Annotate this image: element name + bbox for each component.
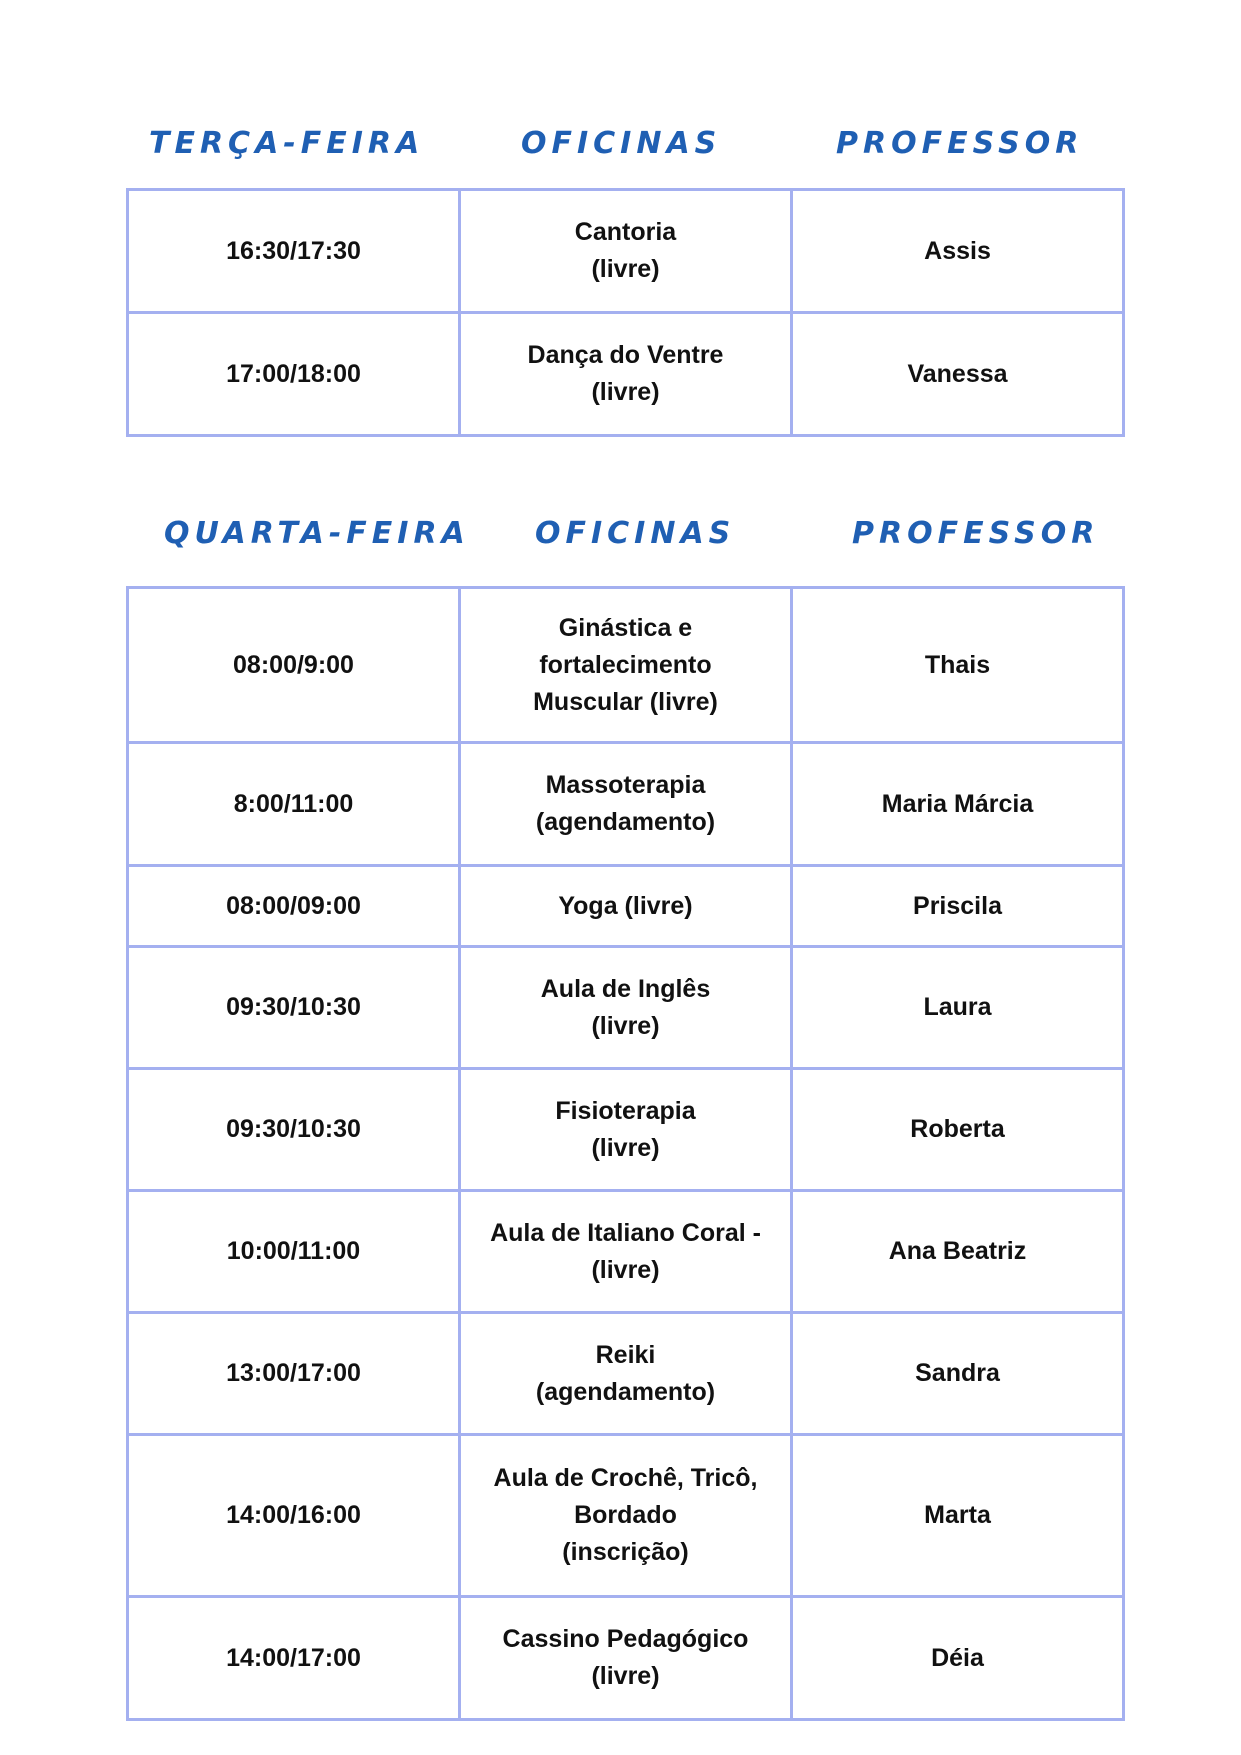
workshop-cell [460,1435,792,1597]
workshop-line: Dança do Ventre [527,341,724,369]
teacher-cell: Maria Márcia [792,743,1124,866]
teacher-cell: Priscila [792,866,1124,947]
teacher-header: PROFESSOR [852,516,1100,551]
workshop-cell [460,1313,792,1435]
workshop-line: Muscular (livre) [533,687,718,716]
workshop-line: Fisioterapia [555,1096,696,1125]
time-cell: 16:30/17:30 [128,190,460,313]
time-cell: 10:00/11:00 [128,1191,460,1313]
workshop-line: Cantoria [574,218,677,246]
table-row [128,947,1124,1069]
teacher-cell: Marta [792,1435,1124,1597]
workshop-line: (livre) [591,255,660,283]
teacher-cell: Ana Beatriz [792,1191,1124,1313]
table-row [128,1069,1124,1191]
workshop-line: Aula de Crochê, Tricô, [493,1464,758,1492]
time-cell: 08:00/09:00 [128,866,460,947]
workshop-line: Yoga (livre) [558,891,693,920]
tuesday-schedule-table [126,188,1125,437]
workshop-line: Cassino Pedagógico [502,1625,749,1653]
time-cell: 08:00/9:00 [128,588,460,743]
workshop-line: (inscrição) [562,1538,689,1566]
table-row [128,866,1124,947]
workshop-line: Reiki [595,1340,656,1369]
time-cell: 8:00/11:00 [128,743,460,866]
teacher-cell: Roberta [792,1069,1124,1191]
workshop-cell [460,743,792,866]
teacher-cell: Vanessa [792,313,1124,436]
workshop-cell [460,1191,792,1313]
workshop-cell [460,1069,792,1191]
workshop-cell [460,1597,792,1720]
workshop-cell [460,588,792,743]
workshop-cell [460,190,792,313]
workshop-cell [460,866,792,947]
workshop-line: Ginástica e [558,613,693,642]
workshop-line: (livre) [591,1133,660,1162]
table-row [128,743,1124,866]
table-row [128,1597,1124,1720]
table-row [128,1191,1124,1313]
workshop-line: (livre) [591,1011,660,1040]
table-row [128,313,1124,436]
table-row [128,1313,1124,1435]
teacher-header: PROFESSOR [836,126,1084,161]
workshop-line: Aula de Italiano Coral - [490,1218,761,1247]
workshop-cell [460,947,792,1069]
teacher-cell: Thais [792,588,1124,743]
workshops-header: OFICINAS [535,516,736,551]
workshop-line: Massoterapia [545,771,706,799]
teacher-cell: Assis [792,190,1124,313]
teacher-cell: Déia [792,1597,1124,1720]
time-cell: 09:30/10:30 [128,1069,460,1191]
time-cell: 14:00/16:00 [128,1435,460,1597]
workshops-header: OFICINAS [521,126,722,161]
time-cell: 13:00/17:00 [128,1313,460,1435]
teacher-cell: Sandra [792,1313,1124,1435]
table-row [128,190,1124,313]
workshop-line: Bordado [574,1501,677,1529]
table-row [128,1435,1124,1597]
time-cell: 17:00/18:00 [128,313,460,436]
workshop-line: Aula de Inglês [540,974,711,1003]
time-cell: 14:00/17:00 [128,1597,460,1720]
wednesday-schedule-table [126,586,1125,1721]
workshop-line: (agendamento) [535,808,716,836]
wednesday-header: QUARTA-FEIRA [164,516,470,551]
workshop-line: (livre) [591,1662,660,1690]
workshop-line: (agendamento) [535,1377,716,1406]
workshop-line: (livre) [591,1255,660,1284]
time-cell: 09:30/10:30 [128,947,460,1069]
workshop-cell [460,313,792,436]
workshop-line: (livre) [591,378,660,406]
workshop-line: fortalecimento [539,650,712,679]
table-row [128,588,1124,743]
tuesday-header: TERÇA-FEIRA [149,126,425,161]
teacher-cell: Laura [792,947,1124,1069]
